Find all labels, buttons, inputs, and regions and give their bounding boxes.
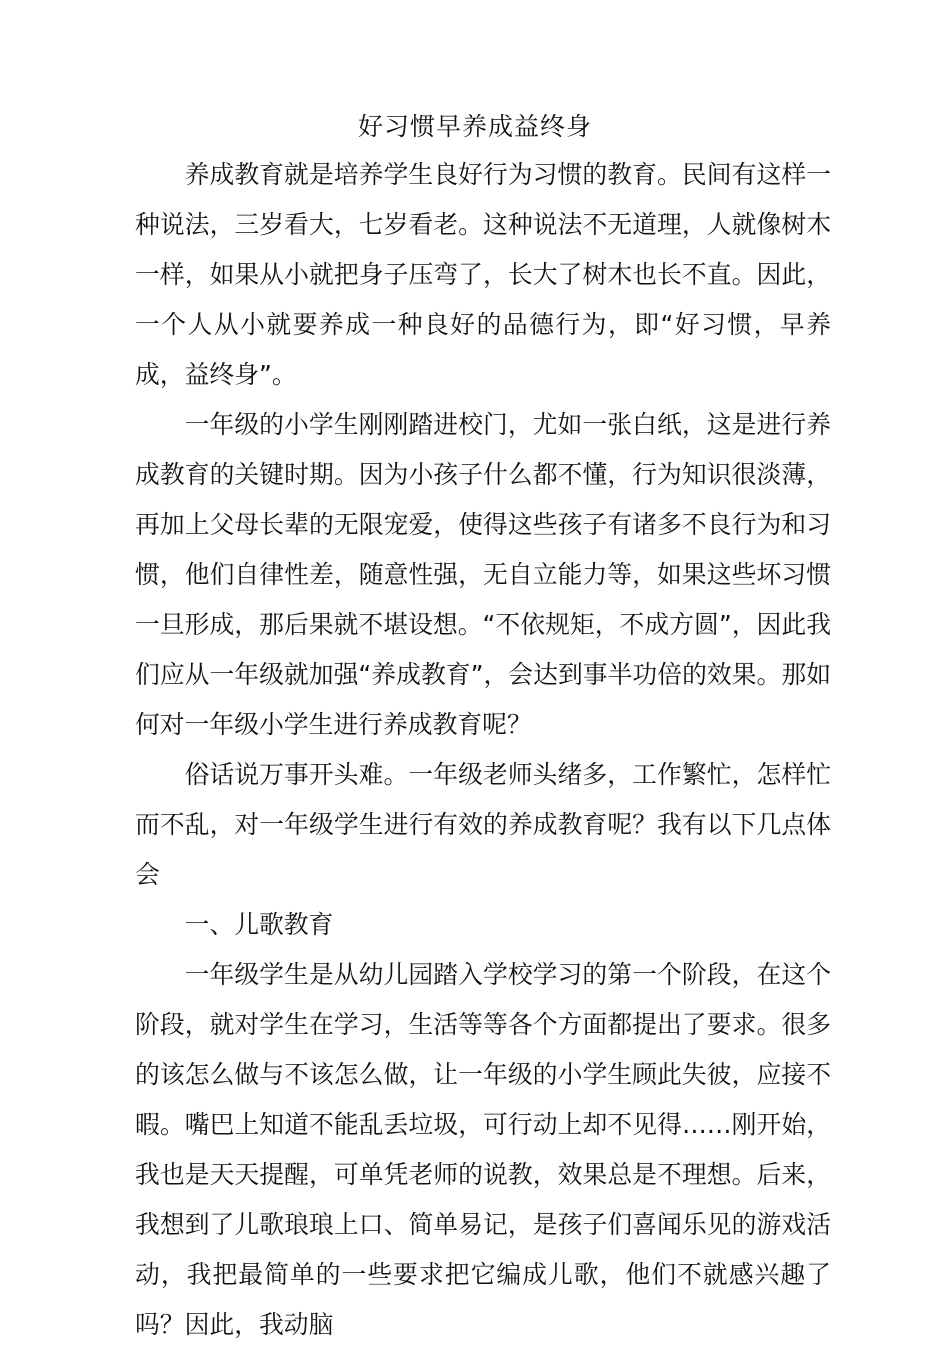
paragraph-experience: 俗话说万事开头难。一年级老师头绪多，工作繁忙，怎样忙而不乱，对一年级学生进行有效的养成教育呢？我有以下几点体会 [135,760,831,889]
document-title: 好习惯早养成益终身 [357,112,592,141]
document-body [135,150,831,1350]
paragraph-first-grade: 一年级的小学生刚刚踏进校门，尤如一张白纸，这是进行养成教育的关键时期。因为小孩子什么都不懂，行为知识很淡薄，再加上父母长辈的无限宠爱，使得这些孩子有诸多不良行为和习惯，他们自律性差，随意性强，无自立能力等，如果这些坏习惯一旦形成，那后果就不堪设想。“不依规矩，不成方圆”，因此我们应从一年级就加强“养成教育”，会达到事半功倍的效果。那如何对一年级小学生进行养成教育呢？ [135,410,831,739]
paragraph-nursery-rhymes: 一年级学生是从幼儿园踏入学校学习的第一个阶段，在这个阶段，就对学生在学习，生活等等各个方面都提出了要求。很多的该怎么做与不该怎么做，让一年级的小学生顾此失彼，应接不暇。嘴巴上知道不能乱丢垃圾，可行动上却不见得……刚开始，我也是天天提醒，可单凭老师的说教，效果总是不理想。后来，我想到了儿歌琅琅上口、简单易记，是孩子们喜闻乐见的游戏活动，我把最简单的一些要求把它编成儿歌，他们不就感兴趣了吗？因此，我动脑 [135,960,831,1339]
paragraph-intro: 养成教育就是培养学生良好行为习惯的教育。民间有这样一种说法，三岁看大，七岁看老。这种说法不无道理，人就像树木一样，如果从小就把身子压弯了，长大了树木也长不直。因此，一个人从小就要养成一种良好的品德行为，即“好习惯，早养成，益终身”。 [135,160,831,389]
section-heading-nursery-rhymes: 一、儿歌教育 [184,910,334,939]
